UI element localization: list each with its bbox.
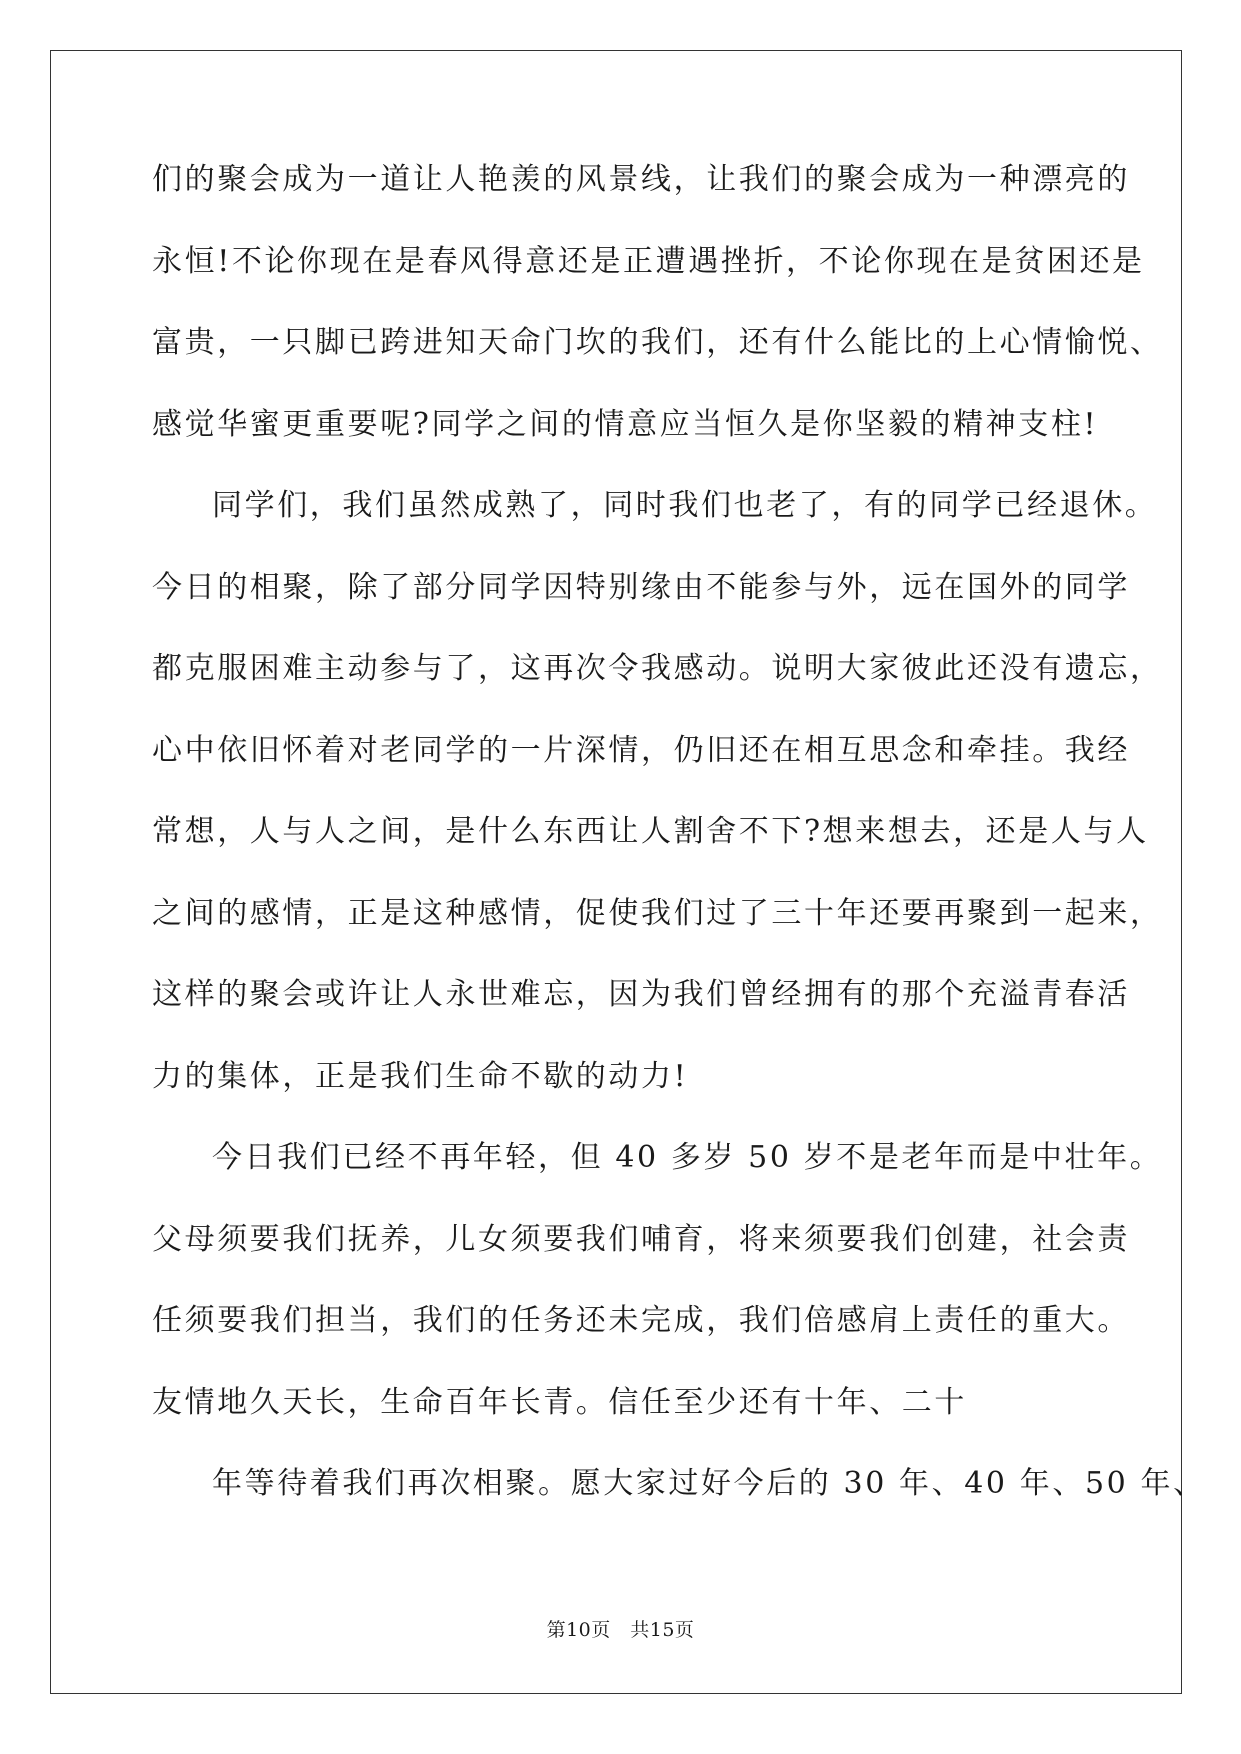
text-line: 任须要我们担当，我们的任务还未完成，我们倍感肩上责任的重大。 — [152, 1303, 1130, 1338]
text-line: 心中依旧怀着对老同学的一片深情，仍旧还在相互思念和牵挂。我经 — [152, 732, 1130, 768]
text-line: 这样的聚会或许让人永世难忘，因为我们曾经拥有的那个充溢青春活 — [152, 977, 1130, 1012]
text-line: 常想，人与人之间，是什么东西让人割舍不下?想来想去，还是人与人 — [152, 814, 1149, 849]
text-line: 今日我们已经不再年轻，但 40 多岁 50 岁不是老年而是中壮年。 — [212, 1140, 1163, 1175]
text-line: 力的集体，正是我们生命不歇的动力! — [152, 1058, 689, 1094]
text-line: 同学们，我们虽然成熟了，同时我们也老了，有的同学已经退休。 — [212, 488, 1158, 523]
text-line: 之间的感情，正是这种感情，促使我们过了三十年还要再聚到一起来， — [152, 895, 1163, 931]
text-line: 感觉华蜜更重要呢?同学之间的情意应当恒久是你坚毅的精神支柱! — [152, 406, 1099, 442]
text-line: 今日的相聚，除了部分同学因特别缘由不能参与外，远在国外的同学 — [152, 569, 1130, 605]
text-line: 父母须要我们抚养，儿女须要我们哺育，将来须要我们创建，社会责 — [152, 1221, 1130, 1257]
text-line: 永恒!不论你现在是春风得意还是正遭遇挫折，不论你现在是贫困还是 — [152, 243, 1145, 279]
text-line: 们的聚会成为一道让人艳羡的风景线，让我们的聚会成为一种漂亮的 — [152, 162, 1130, 197]
text-line: 都克服困难主动参与了，这再次令我感动。说明大家彼此还没有遗忘， — [152, 651, 1163, 686]
text-line: 富贵，一只脚已跨进知天命门坎的我们，还有什么能比的上心情愉悦、 — [152, 325, 1163, 360]
text-line: 年等待着我们再次相聚。愿大家过好今后的 30 年、40 年、50 年、 — [212, 1466, 1206, 1501]
page-number-footer: 第10页 共15页 — [546, 1619, 695, 1641]
text-line: 友情地久天长，生命百年长青。信任至少还有十年、二十 — [152, 1384, 967, 1420]
document-body — [152, 160, 1206, 1546]
